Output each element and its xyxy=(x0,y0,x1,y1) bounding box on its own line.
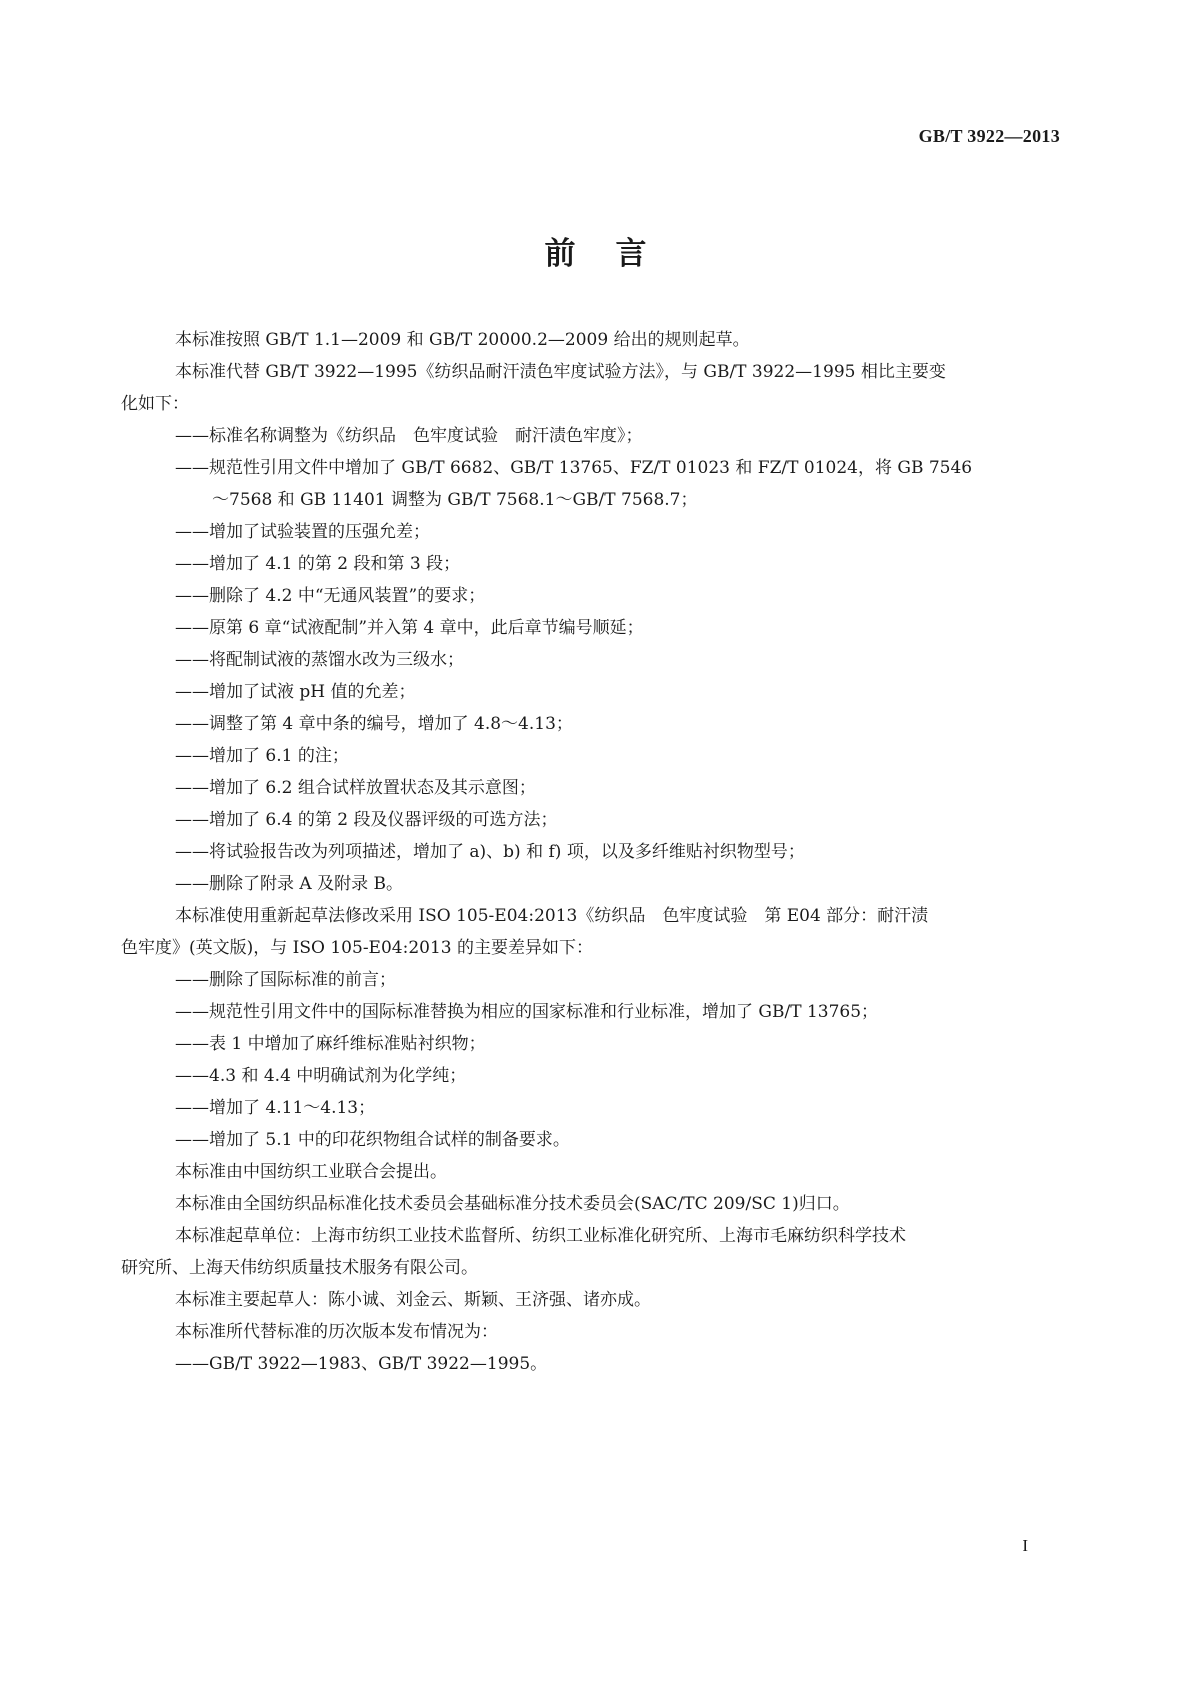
page-number: I xyxy=(1022,1536,1028,1555)
foreword-body xyxy=(121,324,1060,1380)
list-item: ——删除了 4.2 中“无通风装置”的要求； xyxy=(175,586,486,606)
list-item: ～7568 和 GB 11401 调整为 GB/T 7568.1～GB/T 7568.7； xyxy=(212,490,698,510)
list-item: ——增加了试验装置的压强允差； xyxy=(175,522,430,542)
list-item: ——增加了 4.1 的第 2 段和第 3 段； xyxy=(175,554,461,574)
paragraph-line: 研究所、上海天伟纺织质量技术服务有限公司。 xyxy=(121,1258,478,1278)
list-item: ——增加了 6.2 组合试样放置状态及其示意图； xyxy=(175,778,536,798)
list-item: ——将试验报告改为列项描述，增加了 a)、b) 和 f) 项，以及多纤维贴衬织物型号； xyxy=(175,842,805,862)
paragraph-line: 本标准代替 GB/T 3922—1995《纺织品耐汗渍色牢度试验方法》，与 GB/T 3922—1995 相比主要变 xyxy=(175,362,946,382)
list-item: ——删除了国际标准的前言； xyxy=(175,970,396,990)
list-item: ——4.3 和 4.4 中明确试剂为化学纯； xyxy=(175,1066,467,1086)
list-item: ——规范性引用文件中增加了 GB/T 6682、GB/T 13765、FZ/T 01023 和 FZ/T 01024，将 GB 7546 xyxy=(175,458,973,478)
list-item: ——规范性引用文件中的国际标准替换为相应的国家标准和行业标准，增加了 GB/T 13765； xyxy=(175,1002,879,1022)
paragraph-line: 本标准主要起草人：陈小诚、刘金云、斯颖、王济强、诸亦成。 xyxy=(175,1290,651,1310)
list-item: ——增加了 4.11～4.13； xyxy=(175,1098,376,1118)
paragraph-line: 本标准由中国纺织工业联合会提出。 xyxy=(175,1162,447,1182)
list-item: ——表 1 中增加了麻纤维标准贴衬织物； xyxy=(175,1034,486,1054)
paragraph-line: 本标准使用重新起草法修改采用 ISO 105-E04:2013《纺织品 色牢度试验 第 E04 部分：耐汗渍 xyxy=(175,906,929,926)
list-item: ——删除了附录 A 及附录 B。 xyxy=(175,874,403,894)
paragraph-line: 本标准起草单位：上海市纺织工业技术监督所、纺织工业标准化研究所、上海市毛麻纺织科学技术 xyxy=(175,1226,906,1246)
list-item: ——调整了第 4 章中条的编号，增加了 4.8～4.13； xyxy=(175,714,573,734)
page-title: 前言 xyxy=(544,236,687,272)
list-item: ——GB/T 3922—1983、GB/T 3922—1995。 xyxy=(175,1354,548,1374)
paragraph-line: 化如下： xyxy=(121,394,189,414)
paragraph-line: 色牢度》(英文版)，与 ISO 105-E04:2013 的主要差异如下： xyxy=(121,938,593,958)
list-item: ——将配制试液的蒸馏水改为三级水； xyxy=(175,650,464,670)
standard-code: GB/T 3922—2013 xyxy=(918,126,1060,146)
list-item: ——标准名称调整为《纺织品 色牢度试验 耐汗渍色牢度》； xyxy=(175,426,643,446)
list-item: ——增加了 6.1 的注； xyxy=(175,746,349,766)
list-item: ——增加了试液 pH 值的允差； xyxy=(175,682,416,702)
paragraph-line: 本标准所代替标准的历次版本发布情况为： xyxy=(175,1322,498,1342)
list-item: ——增加了 5.1 中的印花织物组合试样的制备要求。 xyxy=(175,1130,570,1150)
paragraph-line: 本标准按照 GB/T 1.1—2009 和 GB/T 20000.2—2009 给出的规则起草。 xyxy=(175,330,750,350)
list-item: ——原第 6 章“试液配制”并入第 4 章中，此后章节编号顺延； xyxy=(175,618,644,638)
paragraph-line: 本标准由全国纺织品标准化技术委员会基础标准分技术委员会(SAC/TC 209/SC 1)归口。 xyxy=(175,1194,850,1214)
list-item: ——增加了 6.4 的第 2 段及仪器评级的可选方法； xyxy=(175,810,558,830)
